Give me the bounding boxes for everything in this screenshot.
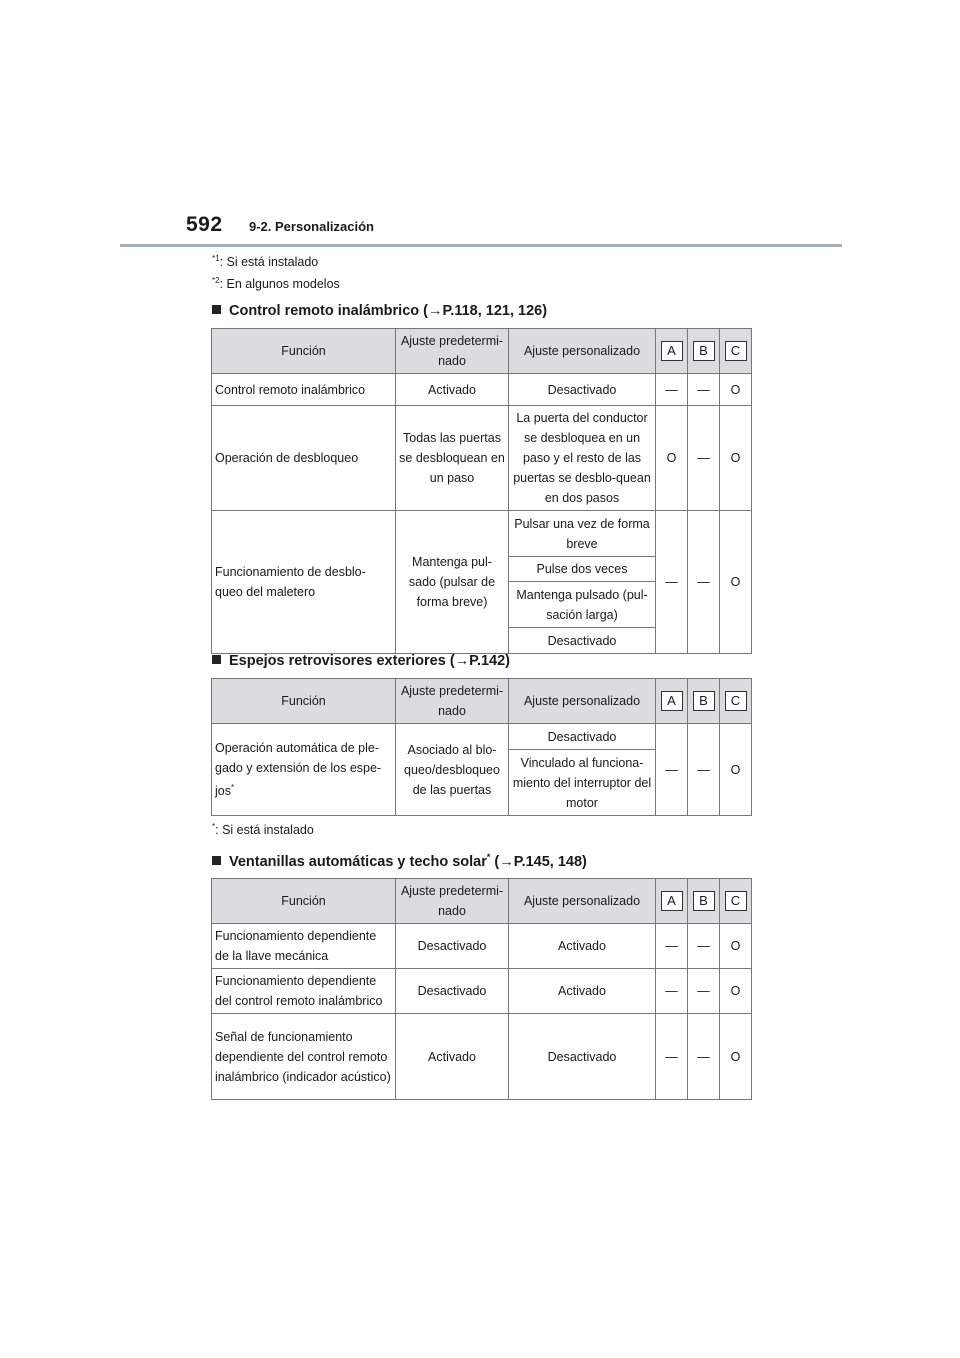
letter-c-box: C — [725, 341, 747, 361]
section-heading-text: Control remoto inalámbrico (→P.118, 121, 126) — [229, 303, 548, 319]
cell-a: — — [656, 924, 688, 969]
cell-funcion: Funcionamiento dependiente de la llave mecánica — [212, 924, 396, 969]
cell-b: — — [688, 969, 720, 1014]
cell-predeterminado: Mantenga pul-sado (pulsar de forma breve) — [396, 511, 509, 654]
col-header-predeterminado: Ajuste predetermi-nado — [396, 879, 509, 924]
cell-funcion: Señal de funcionamiento dependiente del control remoto inalámbrico (indicador acústico) — [212, 1014, 396, 1100]
col-header-c — [720, 879, 752, 924]
col-header-predeterminado: Ajuste predetermi-nado — [396, 329, 509, 374]
letter-a-box: A — [661, 691, 683, 711]
table-header-row — [212, 679, 752, 724]
cell-funcion: Funcionamiento de desblo-queo del maletero — [212, 511, 396, 654]
cell-b: — — [688, 511, 720, 654]
col-header-personalizado: Ajuste personalizado — [509, 879, 656, 924]
table-header-row — [212, 879, 752, 924]
cell-funcion — [212, 724, 396, 816]
cell-option: Vinculado al funciona-miento del interruptor del motor — [509, 750, 656, 816]
col-header-funcion: Función — [212, 879, 396, 924]
section-heading-text: Espejos retrovisores exteriores (→P.142) — [229, 653, 511, 669]
cell-c: O — [720, 969, 752, 1014]
cell-option: Mantenga pulsado (pul-sación larga) — [509, 582, 656, 628]
col-header-personalizado: Ajuste personalizado — [509, 329, 656, 374]
footnote-3-mark: * — [212, 822, 216, 831]
col-header-b — [688, 879, 720, 924]
letter-a-box: A — [661, 341, 683, 361]
col-header-funcion: Función — [212, 679, 396, 724]
col-header-b — [688, 679, 720, 724]
table-header-row — [212, 329, 752, 374]
cell-option: Pulse dos veces — [509, 557, 656, 582]
table-control-remoto — [211, 328, 752, 654]
table-row — [212, 374, 752, 406]
cell-funcion-text: Operación automática de ple-gado y extensión de los espe-jos — [215, 740, 382, 799]
cell-option: Desactivado — [509, 628, 656, 654]
cell-personalizado: La puerta del conductor se desbloquea en un paso y el resto de las puertas se desblo-quean en dos pasos — [509, 406, 656, 511]
table-row — [212, 924, 752, 969]
col-header-c — [720, 329, 752, 374]
cell-a: — — [656, 374, 688, 406]
footnote-2-text: : En algunos modelos — [219, 277, 340, 292]
col-header-personalizado: Ajuste personalizado — [509, 679, 656, 724]
footnote-3 — [212, 822, 314, 837]
table-espejos — [211, 678, 752, 816]
cell-b: — — [688, 724, 720, 816]
col-header-a — [656, 679, 688, 724]
square-bullet-icon — [212, 856, 221, 865]
footnote-1 — [212, 254, 318, 269]
col-header-a — [656, 879, 688, 924]
cell-c: O — [720, 924, 752, 969]
cell-funcion: Funcionamiento dependiente del control remoto inalámbrico — [212, 969, 396, 1014]
page-number: 592 — [186, 213, 223, 236]
col-header-a — [656, 329, 688, 374]
cell-personalizado: Desactivado — [509, 374, 656, 406]
letter-c-box: C — [725, 691, 747, 711]
cell-option: Desactivado — [509, 724, 656, 750]
section-heading-ventanillas — [212, 852, 587, 870]
cell-funcion-mark: * — [230, 782, 235, 792]
cell-a: — — [656, 1014, 688, 1100]
square-bullet-icon — [212, 655, 221, 664]
cell-a: — — [656, 724, 688, 816]
letter-c-box: C — [725, 891, 747, 911]
letter-b-box: B — [693, 891, 715, 911]
letter-b-box: B — [693, 691, 715, 711]
cell-funcion: Control remoto inalámbrico — [212, 374, 396, 406]
footnote-1-mark: *1 — [212, 254, 220, 263]
cell-c: O — [720, 511, 752, 654]
section-heading-mark: * — [486, 852, 491, 862]
col-header-c — [720, 679, 752, 724]
section-title: 9-2. Personalización — [249, 219, 374, 234]
cell-b: — — [688, 1014, 720, 1100]
table-row — [212, 969, 752, 1014]
table-row — [212, 511, 752, 557]
section-heading-control-remoto — [212, 303, 547, 319]
cell-c: O — [720, 1014, 752, 1100]
cell-predeterminado: Desactivado — [396, 969, 509, 1014]
section-heading-main: Ventanillas automáticas y techo solar — [229, 853, 487, 870]
cell-predeterminado: Todas las puertas se desbloquean en un paso — [396, 406, 509, 511]
footnote-2-mark: *2 — [212, 276, 220, 285]
letter-b-box: B — [693, 341, 715, 361]
col-header-predeterminado: Ajuste predetermi-nado — [396, 679, 509, 724]
square-bullet-icon — [212, 305, 221, 314]
letter-a-box: A — [661, 891, 683, 911]
cell-c: O — [720, 406, 752, 511]
cell-b: — — [688, 406, 720, 511]
col-header-b — [688, 329, 720, 374]
header-rule — [120, 244, 842, 247]
section-heading-ref: (→P.145, 148) — [490, 853, 587, 870]
cell-c: O — [720, 374, 752, 406]
cell-predeterminado: Desactivado — [396, 924, 509, 969]
footnote-3-text: : Si está instalado — [215, 823, 314, 838]
cell-a: O — [656, 406, 688, 511]
footnote-1-text: : Si está instalado — [219, 255, 319, 270]
cell-personalizado: Activado — [509, 969, 656, 1014]
cell-a: — — [656, 969, 688, 1014]
table-row — [212, 406, 752, 511]
cell-option: Pulsar una vez de forma breve — [509, 511, 656, 557]
cell-predeterminado: Activado — [396, 1014, 509, 1100]
table-ventanillas — [211, 878, 752, 1100]
section-heading-espejos — [212, 653, 510, 669]
cell-a: — — [656, 511, 688, 654]
cell-predeterminado: Asociado al blo-queo/desbloqueo de las puertas — [396, 724, 509, 816]
col-header-funcion: Función — [212, 329, 396, 374]
cell-personalizado: Activado — [509, 924, 656, 969]
cell-b: — — [688, 924, 720, 969]
cell-b: — — [688, 374, 720, 406]
table-row — [212, 724, 752, 750]
cell-personalizado: Desactivado — [509, 1014, 656, 1100]
table-row — [212, 1014, 752, 1100]
footnote-2 — [212, 276, 340, 291]
cell-c: O — [720, 724, 752, 816]
cell-predeterminado: Activado — [396, 374, 509, 406]
cell-funcion: Operación de desbloqueo — [212, 406, 396, 511]
